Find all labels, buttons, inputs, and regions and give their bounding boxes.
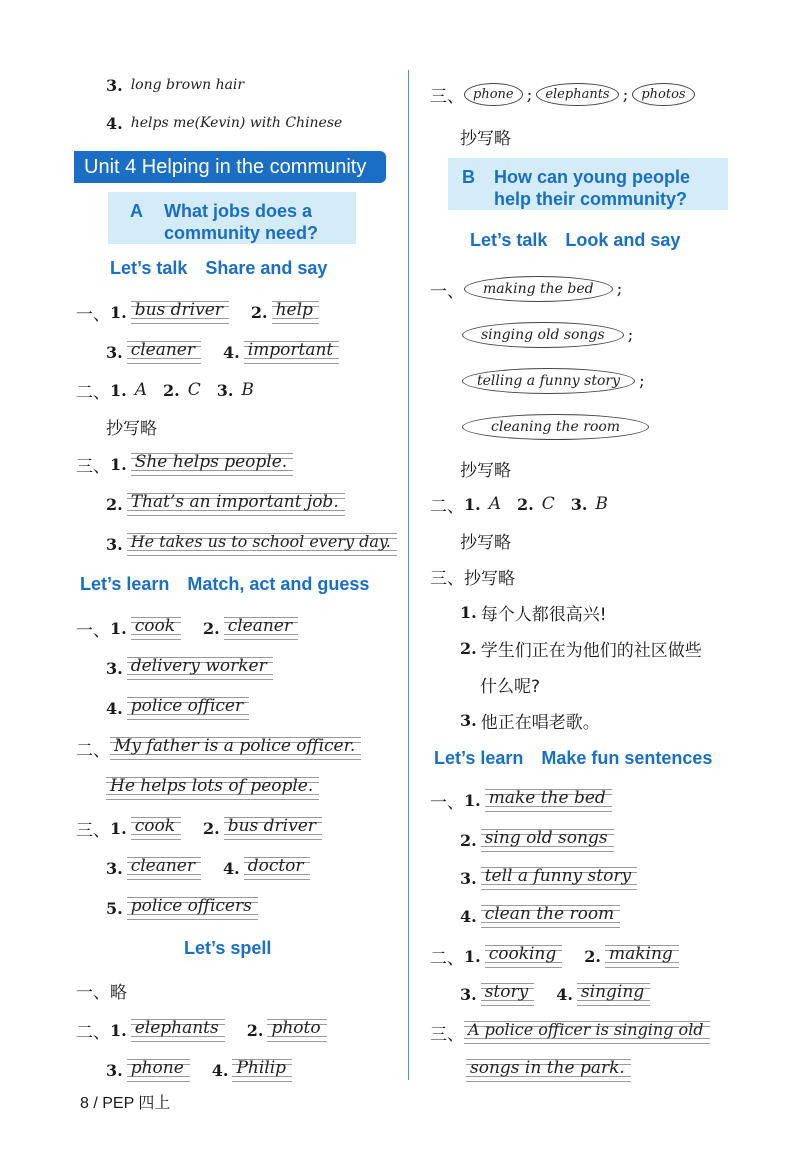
answer-line: 4. helps me(Kevin) with Chinese	[106, 114, 348, 133]
answer-text: phone	[127, 1056, 190, 1084]
answer-text: cooking	[485, 942, 563, 970]
section-heading: Let’s spell	[184, 938, 272, 958]
answer-text: police officer	[127, 694, 249, 722]
answer-text: make the bed	[485, 786, 612, 814]
note: 抄写略	[460, 129, 511, 149]
part-a-heading: A What jobs does a community need?	[108, 192, 356, 244]
answer-line: 2. That’s an important job.	[106, 490, 345, 518]
translation-line: 1. 每个人都很高兴!	[460, 603, 607, 625]
circled-answer: cleaning the room	[462, 414, 649, 440]
answer-text: cleaner	[224, 614, 298, 642]
answer-line	[462, 414, 649, 440]
circled-answer: photos	[632, 83, 694, 106]
translation-line: 3. 他正在唱老歌。	[460, 711, 600, 733]
section-heading: Let’s talk Share and say	[110, 258, 328, 278]
answer-line	[106, 774, 319, 802]
answer-text: B	[241, 379, 254, 400]
answer-text: Philip	[232, 1056, 292, 1084]
answer-text: cleaner	[127, 854, 201, 882]
answer-line: 三、 1. She helps people.	[76, 450, 293, 478]
left-column	[0, 0, 405, 1110]
answer-line: 3. tell a funny story	[460, 864, 637, 892]
answer-text: My father is a police officer.	[110, 734, 361, 762]
answer-text: helps me(Kevin) with Chinese	[130, 114, 343, 131]
answer-text: B	[595, 493, 608, 514]
answer-text: story	[481, 980, 535, 1008]
page-footer: 8 / PEP 四上	[80, 1095, 171, 1112]
column-divider	[408, 70, 409, 1080]
answer-line: 3. long brown hair	[106, 76, 250, 95]
answer-text: long brown hair	[130, 76, 245, 93]
circled-answer: making the bed	[464, 276, 613, 302]
answer-line: 二、 1. A 2. C 3. B	[76, 378, 260, 403]
answer-text: That’s an important job.	[127, 490, 345, 518]
answer-line: 一、 1. bus driver 2. help	[76, 298, 319, 326]
unit-title: Unit 4 Helping in the community	[74, 151, 386, 183]
circled-answer: elephants	[536, 83, 618, 106]
answer-line: 三、 1. cook 2. bus driver	[76, 814, 322, 842]
answer-line: 三、 A police officer is singing old	[430, 1018, 710, 1046]
note: 抄写略	[460, 533, 511, 553]
answer-line: 一、 making the bed ;	[430, 276, 622, 302]
answer-line: 4. clean the room	[460, 902, 620, 930]
answer-text: A police officer is singing old	[464, 1018, 710, 1046]
circled-answer: telling a funny story	[462, 368, 635, 394]
answer-text: He helps lots of people.	[106, 774, 319, 802]
answer-text: doctor	[244, 854, 310, 882]
answer-line: 3. story 4. singing	[460, 980, 650, 1008]
answer-text: making	[605, 942, 679, 970]
answer-text: delivery worker	[127, 654, 273, 682]
answer-text: bus driver	[131, 298, 229, 326]
answer-line: 3. cleaner 4. important	[106, 338, 339, 366]
part-b-heading: B How can young people help their community?	[448, 158, 728, 210]
answer-line: 一、 1. make the bed	[430, 786, 612, 814]
answer-line: 3. He takes us to school every day.	[106, 530, 397, 558]
answer-line: 三、 phone ; elephants ; photos	[430, 82, 695, 107]
answer-line: 二、 1. A 2. C 3. B	[430, 492, 614, 517]
answer-line: 2. sing old songs	[460, 826, 614, 854]
answer-line: 5. police officers	[106, 894, 258, 922]
translation-line: 什么呢?	[480, 677, 541, 697]
answer-text: A	[488, 493, 501, 514]
circled-answer: phone	[464, 83, 523, 106]
answer-text: cleaner	[127, 338, 201, 366]
section-heading: Let’s talk Look and say	[470, 230, 681, 250]
answer-text: cook	[131, 814, 181, 842]
answer-text: He takes us to school every day.	[127, 530, 397, 558]
answer-line: telling a funny story ;	[462, 368, 645, 394]
answer-text: She helps people.	[131, 450, 293, 478]
answer-line: 3. phone 4. Philip	[106, 1056, 292, 1084]
answer-text: police officers	[127, 894, 258, 922]
section-heading: Let’s learn Make fun sentences	[434, 748, 713, 768]
answer-text: help	[272, 298, 319, 326]
answer-line: 二、 1. cooking 2. making	[430, 942, 679, 970]
answer-line: 3. delivery worker	[106, 654, 273, 682]
answer-text: bus driver	[224, 814, 322, 842]
answer-text: singing	[577, 980, 650, 1008]
answer-text: C	[541, 493, 555, 514]
answer-line: singing old songs ;	[462, 322, 633, 348]
answer-text: C	[187, 379, 201, 400]
right-column	[412, 0, 800, 1110]
answer-text: A	[134, 379, 147, 400]
answer-text: tell a funny story	[481, 864, 637, 892]
answer-line: 一、 1. cook 2. cleaner	[76, 614, 298, 642]
answer-text: songs in the park.	[466, 1056, 631, 1084]
answer-line: 4. police officer	[106, 694, 249, 722]
answer-text: sing old songs	[481, 826, 614, 854]
circled-answer: singing old songs	[462, 322, 624, 348]
note: 抄写略	[460, 461, 511, 481]
answer-line: 一、 略	[76, 983, 127, 1003]
section-heading: Let’s learn Match, act and guess	[80, 574, 370, 594]
translation-line: 2. 学生们正在为他们的社区做些	[460, 639, 702, 661]
answer-text: cook	[131, 614, 181, 642]
note: 抄写略	[106, 419, 157, 439]
answer-text: important	[244, 338, 340, 366]
answer-text: photo	[267, 1016, 326, 1044]
answer-line: 3. cleaner 4. doctor	[106, 854, 310, 882]
answer-line: 三、 抄写略	[430, 569, 515, 589]
answer-line: 二、 1. elephants 2. photo	[76, 1016, 327, 1044]
answer-line	[466, 1056, 631, 1084]
answer-text: clean the room	[481, 902, 620, 930]
answer-line: 二、 My father is a police officer.	[76, 734, 361, 762]
answer-text: elephants	[131, 1016, 225, 1044]
